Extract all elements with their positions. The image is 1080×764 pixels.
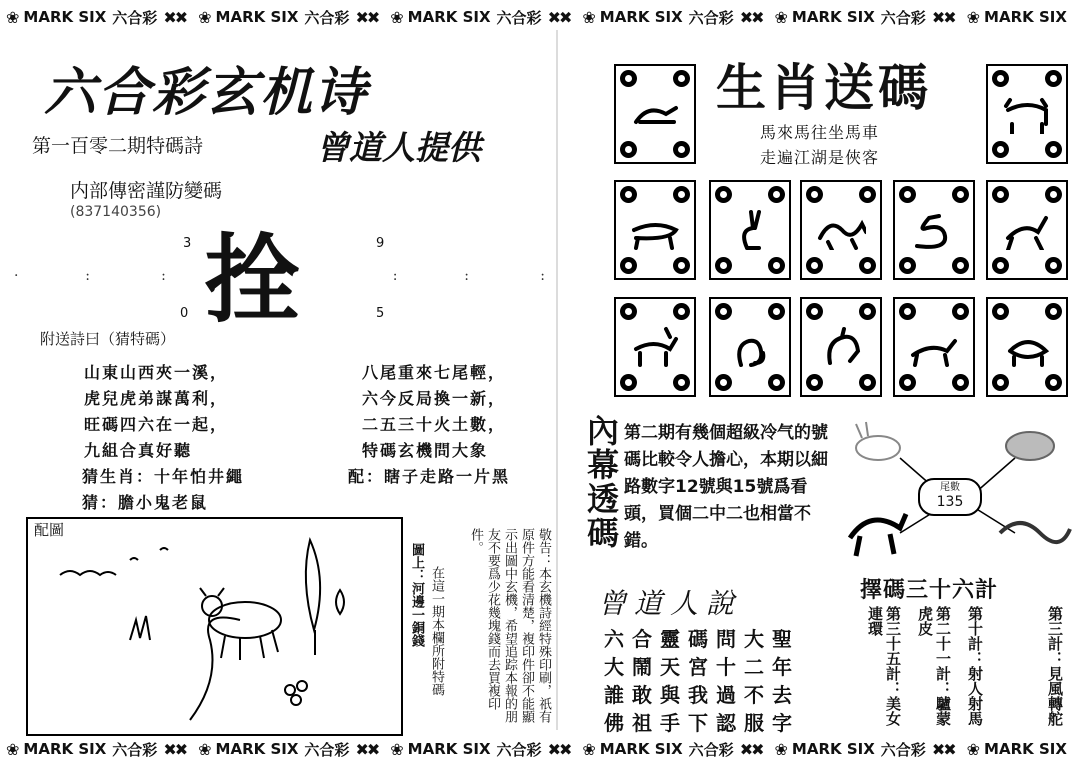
cross-icon: ✖✖ — [931, 7, 955, 27]
corner-pip — [1045, 186, 1062, 203]
flower-icon: ❀ — [582, 739, 594, 759]
bottom-banner — [0, 736, 1080, 762]
poem-right-line: 六今反局換一新， — [362, 389, 507, 408]
flower-icon: ❀ — [390, 7, 402, 27]
cross-icon: ✖✖ — [547, 7, 571, 27]
tail-number-badge — [918, 478, 982, 516]
cross-icon: ✖✖ — [355, 7, 379, 27]
corner-pip — [768, 374, 785, 391]
center-divider — [556, 30, 558, 730]
strategy-entry: 第三計：見風轉舵 — [1046, 606, 1064, 726]
banner-logo: 六合彩 — [304, 8, 350, 27]
goat-icon — [630, 325, 680, 367]
dragon-icon — [816, 208, 866, 250]
strategy-title: 擇碼三十六計 — [860, 578, 999, 603]
corner-pip — [992, 186, 1009, 203]
corner-pip — [806, 186, 823, 203]
issue-label: 第一百零二期特碼詩 — [32, 135, 204, 157]
corner-pip — [952, 257, 969, 274]
leaf-icon — [336, 590, 344, 614]
tail-number-value: 135 — [936, 494, 964, 510]
poem-right-line: 特碼玄機問大象 — [362, 441, 489, 460]
strategy-entry: 第二十一計：驢蒙虎皮 — [916, 606, 952, 726]
zodiac-card-ox — [986, 64, 1068, 164]
corner-pip — [992, 303, 1009, 320]
poem-heading: 附送詩曰（猜特碼） — [40, 330, 176, 348]
banner-logo: 六合彩 — [880, 8, 926, 27]
top-banner — [0, 4, 1080, 30]
banner-logo: 六合彩 — [688, 740, 734, 759]
corner-pip — [899, 374, 916, 391]
corner-pip — [952, 186, 969, 203]
corner-pip — [673, 303, 690, 320]
banner-brand: MARK SIX — [791, 740, 875, 758]
grass-icon — [130, 616, 150, 640]
snake-icon — [909, 208, 959, 250]
corner-pip — [806, 257, 823, 274]
dot-row: · : : : : : — [14, 268, 545, 284]
corner-pip — [768, 257, 785, 274]
strategy-entry: 第三十五計：美女連環 — [866, 606, 902, 726]
banner-brand: MARK SIX — [599, 8, 683, 26]
cross-icon: ✖✖ — [931, 739, 955, 759]
figure-illustration — [40, 530, 390, 728]
corner-pip — [859, 303, 876, 320]
provided-by: 曾道人提供 — [316, 128, 481, 167]
zeng-title: 曾道人說 — [598, 587, 743, 620]
corner-pip — [859, 374, 876, 391]
corner-pip — [673, 70, 690, 87]
corner-pip — [1045, 257, 1062, 274]
strategy-text: 見風轉舵 — [1046, 666, 1064, 726]
corner-pip — [620, 303, 637, 320]
banner-brand: MARK SIX — [23, 8, 107, 26]
corner-pip — [715, 374, 732, 391]
banner-logo: 六合彩 — [688, 8, 734, 27]
banner-logo: 六合彩 — [496, 8, 542, 27]
cross-icon: ✖✖ — [163, 7, 187, 27]
corner-pip — [673, 141, 690, 158]
banner-brand: MARK SIX — [599, 740, 683, 758]
zodiac-card-dog — [893, 297, 975, 397]
strategy-text: 美女連環 — [866, 606, 902, 726]
guess-zodiac: 猜生肖：十年怕井繩 — [82, 467, 245, 486]
corner-pip — [952, 303, 969, 320]
banner-brand: MARK SIX — [215, 8, 299, 26]
zodiac-card-dragon — [800, 180, 882, 280]
corner-pip — [1045, 374, 1062, 391]
strategy-number: 第十計 — [966, 606, 984, 651]
corner-pip — [992, 257, 1009, 274]
guess-hint: 猜：膽小鬼老鼠 — [82, 493, 209, 512]
corner-pip — [992, 141, 1009, 158]
flower-icon: ❀ — [582, 7, 594, 27]
dragon-icon — [1000, 523, 1070, 542]
flower-icon: ❀ — [198, 739, 210, 759]
corner-pip — [715, 257, 732, 274]
poem-left-line: 虎兒虎弟謀萬利， — [84, 389, 229, 408]
strategy-entry: 第十計：射人射馬 — [966, 606, 984, 726]
banner-brand: MARK SIX — [984, 8, 1067, 26]
poem-right-line: 二五三十火土數， — [362, 415, 507, 434]
strategy-number: 第三計 — [1046, 606, 1064, 651]
poem-left-line: 旺碼四六在一起， — [84, 415, 229, 434]
banner-brand: MARK SIX — [23, 740, 107, 758]
horse-icon — [850, 514, 906, 556]
corner-pip — [673, 374, 690, 391]
corner-pip — [899, 303, 916, 320]
flower-icon: ❀ — [6, 7, 18, 27]
zeng-line: 六合靈碼問大聖 — [604, 627, 800, 651]
number-bottom-right: 5 — [376, 306, 385, 321]
corner-pip — [992, 374, 1009, 391]
strategy-number: 第二十一計 — [934, 606, 952, 681]
corner-pip — [859, 186, 876, 203]
corner-pip — [1045, 141, 1062, 158]
pig-icon — [1002, 325, 1052, 367]
corner-pip — [620, 374, 637, 391]
cross-icon: ✖✖ — [739, 7, 763, 27]
poem-right-line: 八尾重來七尾輕， — [362, 363, 507, 382]
figure-label: 配圖 — [34, 521, 65, 539]
zodiac-card-goat — [614, 297, 696, 397]
corner-pip — [768, 186, 785, 203]
page-title: 六合彩玄机诗 — [44, 63, 369, 123]
tiger-icon — [630, 208, 680, 250]
flower-icon: ❀ — [774, 7, 786, 27]
vertical-title: 圖上：河邊一銅錢 — [409, 543, 424, 647]
corner-pip — [620, 141, 637, 158]
zeng-line: 大鬧天宮十二年 — [604, 655, 800, 679]
inside-info-text: 第二期有幾個超級冷气的號碼比較令人擔心，本期以細路數字12號與15號爲看頭，買個二中二也相當不錯。 — [624, 423, 828, 551]
bird-icon — [130, 548, 168, 560]
dog-icon — [909, 325, 959, 367]
inside-info-title: 內幕透碼 — [582, 414, 620, 550]
rabbit-icon — [856, 422, 900, 460]
zodiac-card-pig — [986, 297, 1068, 397]
banner-brand: MARK SIX — [984, 740, 1067, 758]
flower-icon: ❀ — [774, 739, 786, 759]
corner-pip — [620, 186, 637, 203]
corner-pip — [859, 257, 876, 274]
match-hint: 配：瞎子走路一片黑 — [348, 467, 511, 486]
monkey-icon — [725, 325, 775, 367]
cross-icon: ✖✖ — [355, 739, 379, 759]
internal-note: 内部傳密謹防變碼 — [70, 180, 223, 202]
poem-left-line: 九組合真好聽 — [84, 441, 193, 460]
zodiac-poem-line: 走遍江湖是俠客 — [760, 148, 880, 167]
flower-icon: ❀ — [198, 7, 210, 27]
zodiac-card-monkey — [709, 297, 791, 397]
rabbit-icon — [725, 208, 775, 250]
corner-pip — [899, 186, 916, 203]
zodiac-card-horse — [986, 180, 1068, 280]
ox-icon — [1002, 92, 1052, 134]
banner-logo: 六合彩 — [880, 740, 926, 759]
corner-pip — [715, 186, 732, 203]
flower-icon: ❀ — [390, 739, 402, 759]
rooster-icon — [816, 325, 866, 367]
flower-icon: ❀ — [966, 739, 979, 759]
tree-icon — [306, 540, 320, 630]
river-bank — [190, 618, 240, 721]
zodiac-card-rooster — [800, 297, 882, 397]
riddle-character: 拴 — [205, 224, 301, 336]
banner-brand: MARK SIX — [791, 8, 875, 26]
phone-number: (837140356) — [70, 204, 162, 220]
number-bottom-left: 0 — [180, 306, 189, 321]
corner-pip — [715, 303, 732, 320]
banner-logo: 六合彩 — [112, 740, 158, 759]
banner-logo: 六合彩 — [496, 740, 542, 759]
corner-pip — [1045, 303, 1062, 320]
zodiac-poem-line: 馬來馬往坐馬車 — [760, 123, 880, 142]
corner-pip — [992, 70, 1009, 87]
banner-brand: MARK SIX — [407, 8, 491, 26]
corner-pip — [899, 257, 916, 274]
corner-pip — [768, 303, 785, 320]
horse-icon — [1002, 208, 1052, 250]
zodiac-card-tiger — [614, 180, 696, 280]
zodiac-title: 生肖送碼 — [716, 59, 932, 117]
tail-number-label: 尾數 — [940, 482, 960, 493]
corner-pip — [1045, 70, 1062, 87]
vertical-note: 在這一期本欄所附特碼 — [429, 566, 444, 696]
corner-pip — [620, 257, 637, 274]
banner-brand: MARK SIX — [215, 740, 299, 758]
zodiac-card-snake — [893, 180, 975, 280]
cross-icon: ✖✖ — [547, 739, 571, 759]
flower-icon: ❀ — [6, 739, 18, 759]
banner-logo: 六合彩 — [112, 8, 158, 27]
banner-brand: MARK SIX — [407, 740, 491, 758]
notice-text: 敬告：本玄機詩經特殊印刷，祇有原件方能看清楚，複印件卻不能顯示出圖中玄機，希望追踪本報的朋友不要爲少花幾塊錢而去買複印件。 — [468, 528, 551, 723]
zodiac-card-rabbit — [709, 180, 791, 280]
strategy-number: 第三十五計 — [884, 606, 902, 681]
rat-icon — [630, 92, 680, 134]
corner-pip — [673, 257, 690, 274]
ox-icon — [1006, 432, 1054, 460]
flower-icon: ❀ — [966, 7, 979, 27]
cloud-icon — [60, 571, 116, 575]
corner-pip — [673, 186, 690, 203]
corner-pip — [806, 374, 823, 391]
strategy-text: 驢蒙虎皮 — [916, 606, 952, 726]
corner-pip — [620, 70, 637, 87]
strategy-text: 射人射馬 — [966, 666, 984, 726]
number-top-left: 3 — [183, 236, 192, 251]
zodiac-card-rat — [614, 64, 696, 164]
banner-logo: 六合彩 — [304, 740, 350, 759]
poem-left-line: 山東山西夾一溪， — [84, 363, 229, 382]
corner-pip — [952, 374, 969, 391]
zeng-line: 佛祖手下認服字 — [604, 711, 800, 735]
number-top-right: 9 — [376, 236, 385, 251]
corner-pip — [806, 303, 823, 320]
cross-icon: ✖✖ — [163, 739, 187, 759]
zeng-line: 誰敢與我過不去 — [604, 683, 800, 707]
cross-icon: ✖✖ — [739, 739, 763, 759]
